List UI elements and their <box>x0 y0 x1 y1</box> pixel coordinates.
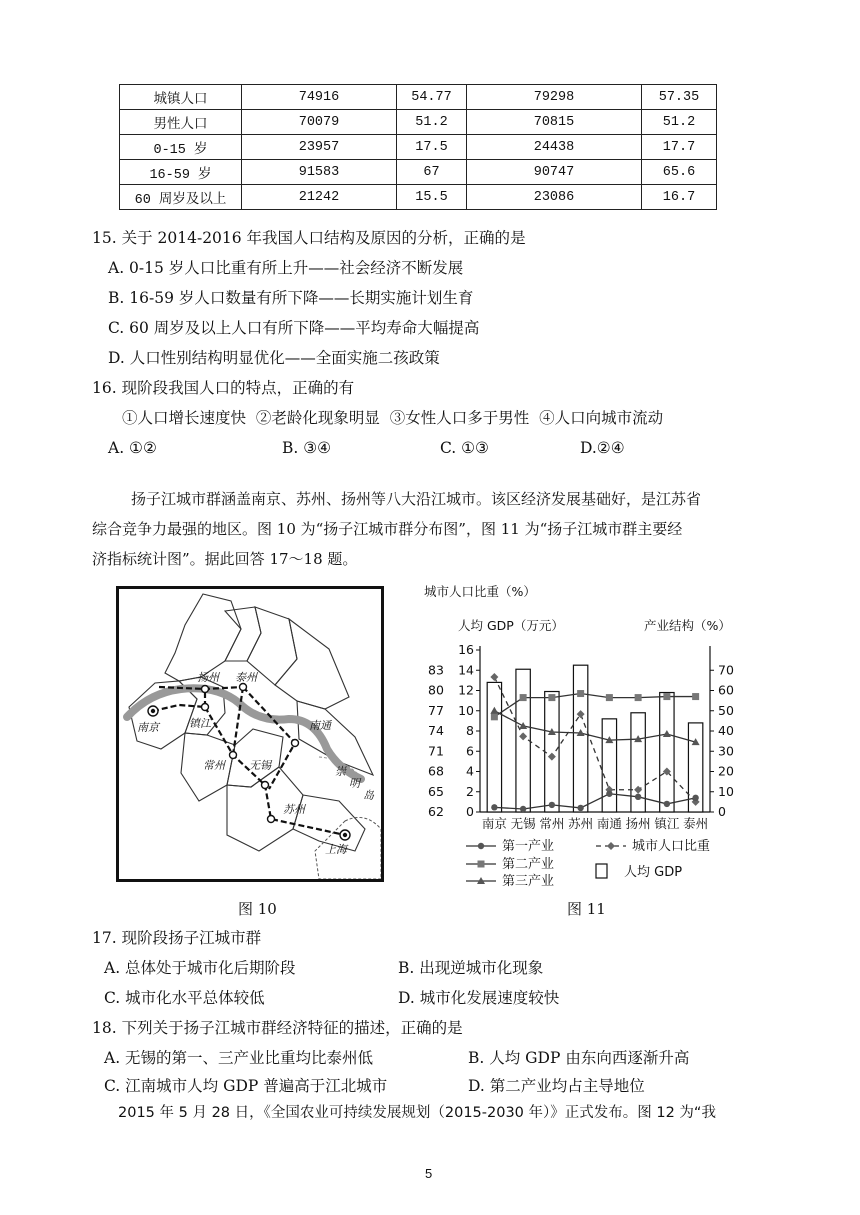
primary-industry-point <box>692 795 698 801</box>
urban-ratio-legend-marker <box>607 842 615 850</box>
primary-industry-point <box>520 806 526 812</box>
table-cell: 57.35 <box>642 85 717 110</box>
q15-option-c[interactable]: C. 60 周岁及以上人口有所下降——平均寿命大幅提高 <box>108 319 480 337</box>
table-cell: 23086 <box>467 185 642 210</box>
table-cell: 60 周岁及以上 <box>120 185 242 210</box>
map-graphic <box>119 589 381 879</box>
primary-industry-point <box>549 802 555 808</box>
primary-industry-point <box>635 794 641 800</box>
q15-option-d[interactable]: D. 人口性别结构明显优化——全面实施二孩政策 <box>108 349 440 367</box>
table-cell: 17.7 <box>642 135 717 160</box>
category-label: 无锡 <box>510 816 536 831</box>
urban-tick-label: 62 <box>428 804 444 819</box>
category-label: 泰州 <box>683 816 709 831</box>
category-label: 扬州 <box>625 816 651 831</box>
table-cell: 91583 <box>242 160 397 185</box>
map-label-chongming-1: 崇 <box>335 765 346 778</box>
gdp-tick-label: 4 <box>466 763 474 779</box>
primary-industry-point <box>606 791 612 797</box>
map-label-chongming-3: 岛 <box>363 789 374 802</box>
table-cell: 74916 <box>242 85 397 110</box>
map-label-changzhou: 常州 <box>203 759 225 772</box>
table-row <box>120 110 717 135</box>
urban-tick-label: 80 <box>428 682 444 698</box>
map-label-taizhou: 泰州 <box>235 671 257 684</box>
category-label: 苏州 <box>568 816 594 831</box>
q17-option-c[interactable]: C. 城市化水平总体较低 <box>104 989 265 1007</box>
map-label-wuxi: 无锡 <box>249 759 271 772</box>
gdp-legend-label: 人均 GDP <box>624 865 683 880</box>
secondary-industry-point <box>692 693 699 700</box>
page-number: 5 <box>425 1166 433 1181</box>
q16-option-b[interactable]: B. ③④ <box>282 439 332 457</box>
table-cell: 24438 <box>467 135 642 160</box>
urban-tick-label: 65 <box>428 783 444 799</box>
q18-option-d[interactable]: D. 第二产业均占主导地位 <box>468 1077 645 1095</box>
urban-tick-label: 77 <box>428 702 444 718</box>
structure-tick-label: 20 <box>718 763 734 779</box>
q18-option-c[interactable]: C. 江南城市人均 GDP 普遍高于江北城市 <box>104 1077 388 1095</box>
table-cell: 16-59 岁 <box>120 160 242 185</box>
secondary-industry-legend-label: 第二产业 <box>502 857 555 872</box>
q16-option-c[interactable]: C. ①③ <box>440 439 489 457</box>
structure-tick-label: 60 <box>718 682 734 698</box>
urban-tick-label: 83 <box>428 662 444 678</box>
structure-tick-label: 50 <box>718 702 734 718</box>
table-cell: 城镇人口 <box>120 85 242 110</box>
urban-ratio-point <box>490 673 498 681</box>
category-label: 常州 <box>539 816 565 831</box>
chart-title-gdp: 人均 GDP（万元） <box>458 618 564 633</box>
tertiary-industry-legend-label: 第三产业 <box>502 874 555 889</box>
category-label: 南通 <box>596 816 622 831</box>
table-cell: 79298 <box>467 85 642 110</box>
next-passage-start: 2015 年 5 月 28 日，《全国农业可持续发展规划（2015-2030 年）》正式发布。图 12 为“我 <box>118 1105 716 1121</box>
urban-tick-label: 74 <box>428 723 444 738</box>
table-cell: 70079 <box>242 110 397 135</box>
q16-option-d[interactable]: D.②④ <box>580 439 625 457</box>
q16-option-a[interactable]: A. ①② <box>108 439 157 457</box>
economic-indicator-chart <box>414 578 764 896</box>
q17-option-d[interactable]: D. 城市化发展速度较快 <box>398 989 560 1007</box>
structure-tick-label: 10 <box>718 783 734 799</box>
table-cell: 70815 <box>467 110 642 135</box>
table-cell: 15.5 <box>397 185 467 210</box>
gdp-legend-marker <box>596 864 607 878</box>
q15-option-a[interactable]: A. 0-15 岁人口比重有所上升——社会经济不断发展 <box>108 259 464 277</box>
question-15-stem: 15. 关于 2014-2016 年我国人口结构及原因的分析，正确的是 <box>92 229 526 247</box>
q18-option-a[interactable]: A. 无锡的第一、三产业比重均比泰州低 <box>104 1049 374 1067</box>
gdp-tick-label: 8 <box>466 723 474 738</box>
gdp-bar <box>573 665 587 812</box>
map-label-chongming-2: 明 <box>349 777 360 790</box>
gdp-tick-label: 0 <box>466 804 474 819</box>
figure-11-caption: 图 11 <box>567 900 606 918</box>
gdp-tick-label: 16 <box>458 642 474 657</box>
question-18-stem: 18. 下列关于扬子江城市群经济特征的描述，正确的是 <box>92 1019 463 1037</box>
q18-option-b[interactable]: B. 人均 GDP 由东向西逐渐升高 <box>468 1049 690 1067</box>
table-row <box>120 160 717 185</box>
gdp-tick-label: 10 <box>458 702 474 718</box>
secondary-industry-point <box>520 694 527 701</box>
urban-tick-label: 71 <box>428 743 444 759</box>
structure-tick-label: 40 <box>718 723 734 738</box>
passage-line-2: 综合竞争力最强的地区。图 10 为“扬子江城市群分布图”，图 11 为“扬子江城市群主要经 <box>92 520 683 538</box>
gdp-tick-label: 12 <box>458 682 474 698</box>
q16-statements: ①人口增长速度快 ②老龄化现象明显 ③女性人口多于男性 ④人口向城市流动 <box>122 409 664 427</box>
q17-option-b[interactable]: B. 出现逆城市化现象 <box>398 959 544 977</box>
chart-title-structure: 产业结构（%） <box>644 618 731 633</box>
table-cell: 90747 <box>467 160 642 185</box>
map-label-shanghai: 上海 <box>325 843 347 856</box>
table-cell: 17.5 <box>397 135 467 160</box>
table-cell: 67 <box>397 160 467 185</box>
figure-10-caption: 图 10 <box>238 900 277 918</box>
primary-industry-point <box>664 801 670 807</box>
secondary-industry-legend-marker <box>478 861 485 868</box>
primary-industry-legend-label: 第一产业 <box>502 839 555 854</box>
table-cell: 男性人口 <box>120 110 242 135</box>
question-17-stem: 17. 现阶段扬子江城市群 <box>92 929 262 947</box>
table-cell: 21242 <box>242 185 397 210</box>
gdp-bar <box>487 682 501 812</box>
table-cell: 0-15 岁 <box>120 135 242 160</box>
primary-industry-point <box>491 804 497 810</box>
table-cell: 23957 <box>242 135 397 160</box>
population-table <box>119 84 717 210</box>
gdp-bar <box>660 693 674 812</box>
secondary-industry-point <box>663 693 670 700</box>
gdp-bar <box>545 692 559 812</box>
city-cluster-map <box>116 586 384 882</box>
structure-tick-label: 70 <box>718 662 734 678</box>
structure-tick-label: 0 <box>718 804 726 819</box>
question-16-stem: 16. 现阶段我国人口的特点，正确的有 <box>92 379 355 397</box>
gdp-bar <box>602 719 616 812</box>
structure-tick-label: 30 <box>718 743 734 759</box>
table-cell: 54.77 <box>397 85 467 110</box>
urban-ratio-legend-label: 城市人口比重 <box>632 839 711 854</box>
table-cell: 16.7 <box>642 185 717 210</box>
secondary-industry-point <box>548 694 555 701</box>
passage-line-1: 扬子江城市群涵盖南京、苏州、扬州等八大沿江城市。该区经济发展基础好，是江苏省 <box>131 490 702 508</box>
table-cell: 51.2 <box>642 110 717 135</box>
q15-option-b[interactable]: B. 16-59 岁人口数量有所下降——长期实施计划生育 <box>108 289 474 307</box>
map-label-zhenjiang: 镇江 <box>189 717 211 730</box>
urban-tick-label: 68 <box>428 763 444 779</box>
primary-industry-legend-marker <box>478 843 484 849</box>
table-row <box>120 185 717 210</box>
table-cell: 65.6 <box>642 160 717 185</box>
map-label-yangzhou: 扬州 <box>197 671 219 684</box>
chart-title-urban-ratio: 城市人口比重（%） <box>424 584 536 599</box>
secondary-industry-point <box>606 694 613 701</box>
map-label-nantong: 南通 <box>309 719 331 732</box>
map-label-suzhou: 苏州 <box>283 803 305 816</box>
map-label-nanjing: 南京 <box>137 721 159 734</box>
gdp-tick-label: 14 <box>458 662 474 678</box>
table-row <box>120 135 717 160</box>
table-cell: 51.2 <box>397 110 467 135</box>
primary-industry-point <box>577 805 583 811</box>
q17-option-a[interactable]: A. 总体处于城市化后期阶段 <box>104 959 296 977</box>
gdp-tick-label: 2 <box>466 783 474 799</box>
secondary-industry-point <box>577 690 584 697</box>
table-row <box>120 85 717 110</box>
category-label: 镇江 <box>654 816 680 831</box>
category-label: 南京 <box>481 816 507 831</box>
gdp-tick-label: 6 <box>466 743 474 759</box>
secondary-industry-point <box>635 694 642 701</box>
passage-line-3: 济指标统计图”。据此回答 17～18 题。 <box>92 550 358 568</box>
secondary-industry-point <box>491 713 498 720</box>
